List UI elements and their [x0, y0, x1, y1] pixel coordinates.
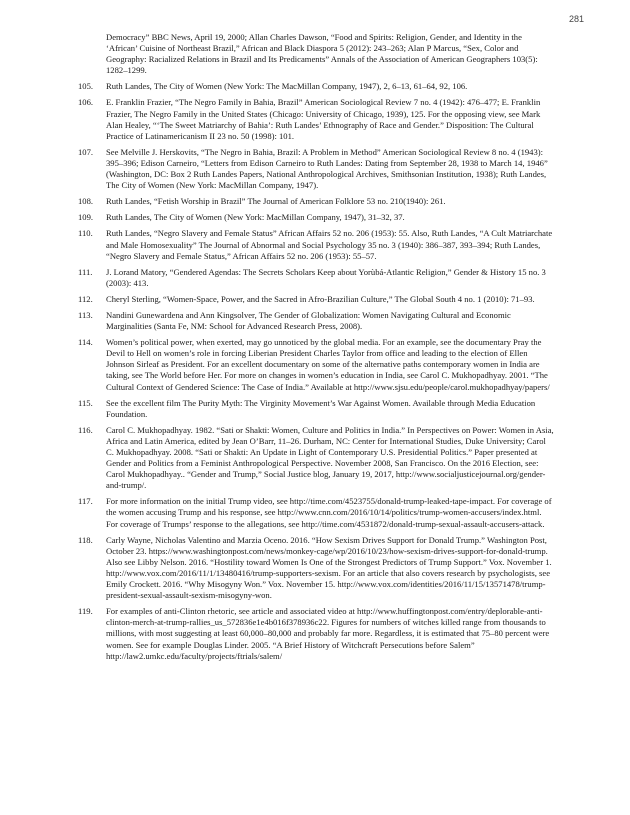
endnotes-list [78, 32, 554, 667]
endnote-text: Ruth Landes, The City of Women (New York: The MacMillan Company, 1947), 2, 6–13, 61–64, 92, 106. [106, 81, 468, 92]
endnote-text: See the excellent film The Purity Myth: The Virginity Movement’s War Against Women. Available through Media Education Foundation. [106, 397, 536, 419]
endnote-text: Ruth Landes, The City of Women (New York: MacMillan Company, 1947), 31–32, 37. [106, 212, 405, 223]
endnote-text: For more information on the initial Trump video, see http://time.com/4523755/donald-trump-leaked-tape-impact. For coverage of the women accusing Trump and his response, see http://www.cnn.com/2016/10/14/politics/trump-women-accusers/index.html. For coverage of Trumps’ response to the allegations, see http://time.com/4531872/donald-trump-sexual-assault-accusers-attack. [106, 496, 552, 529]
endnote [78, 81, 554, 92]
endnote [78, 606, 554, 661]
endnote-number: 116. [78, 424, 93, 435]
endnote-number: 106. [78, 97, 94, 108]
endnote [78, 535, 554, 602]
endnote-text: Women’s political power, when exerted, may go unnoticed by the global media. For an example, see the documentary Pray the Devil to Hell on women’s role in forcing Liberian President Charles Taylor from office and leading to the election of Ellen Johnson Sirleaf as President. For an excellent documentary on some of the alternative paths contemporary women in India are taking, see The World before Her. For more on changes in women’s education in India, see Carol C. Mukhopadhyay. 2001. “The Cultural Context of Gendered Science: The Case of India.” Available at http://www.sjsu.edu/people/carol.mukhopadhyay/papers/ [106, 337, 550, 392]
endnote-number: 115. [78, 397, 93, 408]
endnote-continuation [106, 32, 554, 76]
endnote-number: 108. [78, 196, 94, 207]
endnote-text: Democracy” BBC News, April 19, 2000; Allan Charles Dawson, “Food and Spirits: Religion, Gender, and Identity in the ‘African’ Cuisine of Northeast Brazil,” African and Black Diaspora 5 (2012): 243–263; Alan P Marcus, “Sex, Color and Geography: Racialized Relations in Brazil and Its Predicaments” Annals of the Association of American Geographers 103(5): 1282–1299. [106, 32, 538, 76]
endnote-text: J. Lorand Matory, “Gendered Agendas: The Secrets Scholars Keep about Yorùbá-Atlantic Religion,” Gender & History 15 no. 3 (2003): 413. [106, 266, 546, 288]
endnote-text: Ruth Landes, “Negro Slavery and Female Status” African Affairs 52 no. 206 (1953): 55. Also, Ruth Landes, “A Cult Matriarchate and Male Homosexuality” The Journal of Abnormal and Social Psychology 35 no. 3 (1940): 386–387, 393–394; Ruth Landes, “Negro Slavery and Female Status,” African Affairs 52 no. 206 (1953): 55–57. [106, 228, 553, 261]
endnote [78, 310, 554, 332]
endnote-text: See Melville J. Herskovits, “The Negro in Bahia, Brazil: A Problem in Method” American Sociological Review 8 no. 4 (1943): 395–396; Edison Carneiro, “Letters from Edison Carneiro to Ruth Landes: Dating from September 28, 1938 to March 14, 1946” (Washington, DC: Box 2 Ruth Landes Papers, National Anthropological Archives, Smithsonian Institution, 1938); Ruth Landes, The City of Women (New York: MacMillan Company, 1947). [106, 146, 548, 191]
endnote-text: Carly Wayne, Nicholas Valentino and Marzia Oceno. 2016. “How Sexism Drives Support for Donald Trump.” Washington Post, October 23. https://www.washingtonpost.com/news/monkey-cage/wp/2016/10/23/how-sexism-drives-support-for-donald-trump. Also see Libby Nelson. 2016. “Hostility toward Women Is One of the Strongest Predictors of Trump Support.” Vox. November 1. http://www.vox.com/2016/11/1/13480416/trump-supporters-sexism. For an article that also covers research by psychologists, see Emily Crockett. 2016. “Why Misogyny Won.” Vox. November 15. http://www.vox.com/identities/2016/11/15/13571478/trump-president-sexual-assault-sexism-misogyny-won. [106, 534, 552, 601]
endnote [78, 196, 554, 207]
endnote-text: For examples of anti-Clinton rhetoric, see article and associated video at http://www.huffingtonpost.com/entry/deplorable-anti-clinton-merch-at-trump-rallies_us_572836e1e4b016f378936c22. Figures for numbers of witches killed range from thousands to millions, with most suggesting at least 60,000–80,000 and probably far more. Regardless, it is estimated that 75–80 percent were women. See for example Douglas Linder. 2005. “A Brief History of Witchcraft Persecutions before Salem” http://law2.umkc.edu/faculty/projects/ftrials/salem/ [106, 606, 550, 661]
endnote-text: Nandini Gunewardena and Ann Kingsolver, The Gender of Globalization: Women Navigating Cultural and Economic Marginalities (Santa Fe, NM: School for Advanced Research Press, 2008). [106, 309, 511, 332]
endnote-text: Carol C. Mukhopadhyay. 1982. “Sati or Shakti: Women, Culture and Politics in India.” In Perspectives on Power: Women in Asia, Africa and Latin America, edited by Jean O’Barr, 11–26. Durham, NC: Center for International Studies, Duke University; Carol C. Mukhopadhyay. 2008. “Sati or Shakti: An Update in Light of Contemporary U.S. Presidential Politics.” Paper presented at Gender and Politics from a Feminist Anthropological Perspective. November 2008, San Francisco. On the 2016 Election, see: Carol Mukhopadhyay.. “Gender and Trump,” Social Justice blog, January 19, 2017, http://www.socialjusticejournal.org/gender-and-trump/. [106, 424, 554, 491]
endnote [78, 398, 554, 420]
endnote-number: 107. [78, 146, 94, 157]
endnote-number: 114. [78, 337, 93, 348]
endnote-number: 105. [78, 81, 94, 92]
endnote [78, 267, 554, 289]
endnote [78, 228, 554, 261]
endnote-number: 110. [78, 228, 93, 239]
endnote-number: 111. [78, 266, 93, 277]
endnote [78, 496, 554, 529]
page-number: 281 [568, 14, 584, 24]
endnote [78, 425, 554, 492]
endnote-number: 119. [78, 606, 93, 617]
endnote-text: Cheryl Sterling, “Women-Space, Power, and the Sacred in Afro-Brazilian Culture,” The Global South 4 no. 1 (2010): 71–93. [106, 293, 535, 304]
endnote-number: 109. [78, 212, 94, 223]
endnote-number: 113. [78, 309, 93, 320]
endnote [78, 147, 554, 191]
endnote-number: 117. [78, 496, 93, 507]
endnote [78, 294, 554, 305]
endnote-number: 118. [78, 534, 93, 545]
endnote-text: Ruth Landes, “Fetish Worship in Brazil” The Journal of American Folklore 53 no. 210(1940): 261. [106, 196, 446, 207]
endnote [78, 97, 554, 141]
endnote-number: 112. [78, 293, 93, 304]
endnote [78, 212, 554, 223]
endnote [78, 337, 554, 392]
endnote-text: E. Franklin Frazier, “The Negro Family in Bahia, Brazil” American Sociological Review 7 no. 4 (1942): 476–477; E. Franklin Frazier, The Negro Family in the United States (Chicago: University of Chicago, 1939), 125. For the opposing view, see Mark Alan Healey, “‘The Sweet Matriarchy of Bahia’: Ruth Landes’ Ethnography of Race and Gender.” Disposition: The Cultural Practice of Latinamericanism II 23 no. 50 (1998): 101. [106, 97, 541, 141]
